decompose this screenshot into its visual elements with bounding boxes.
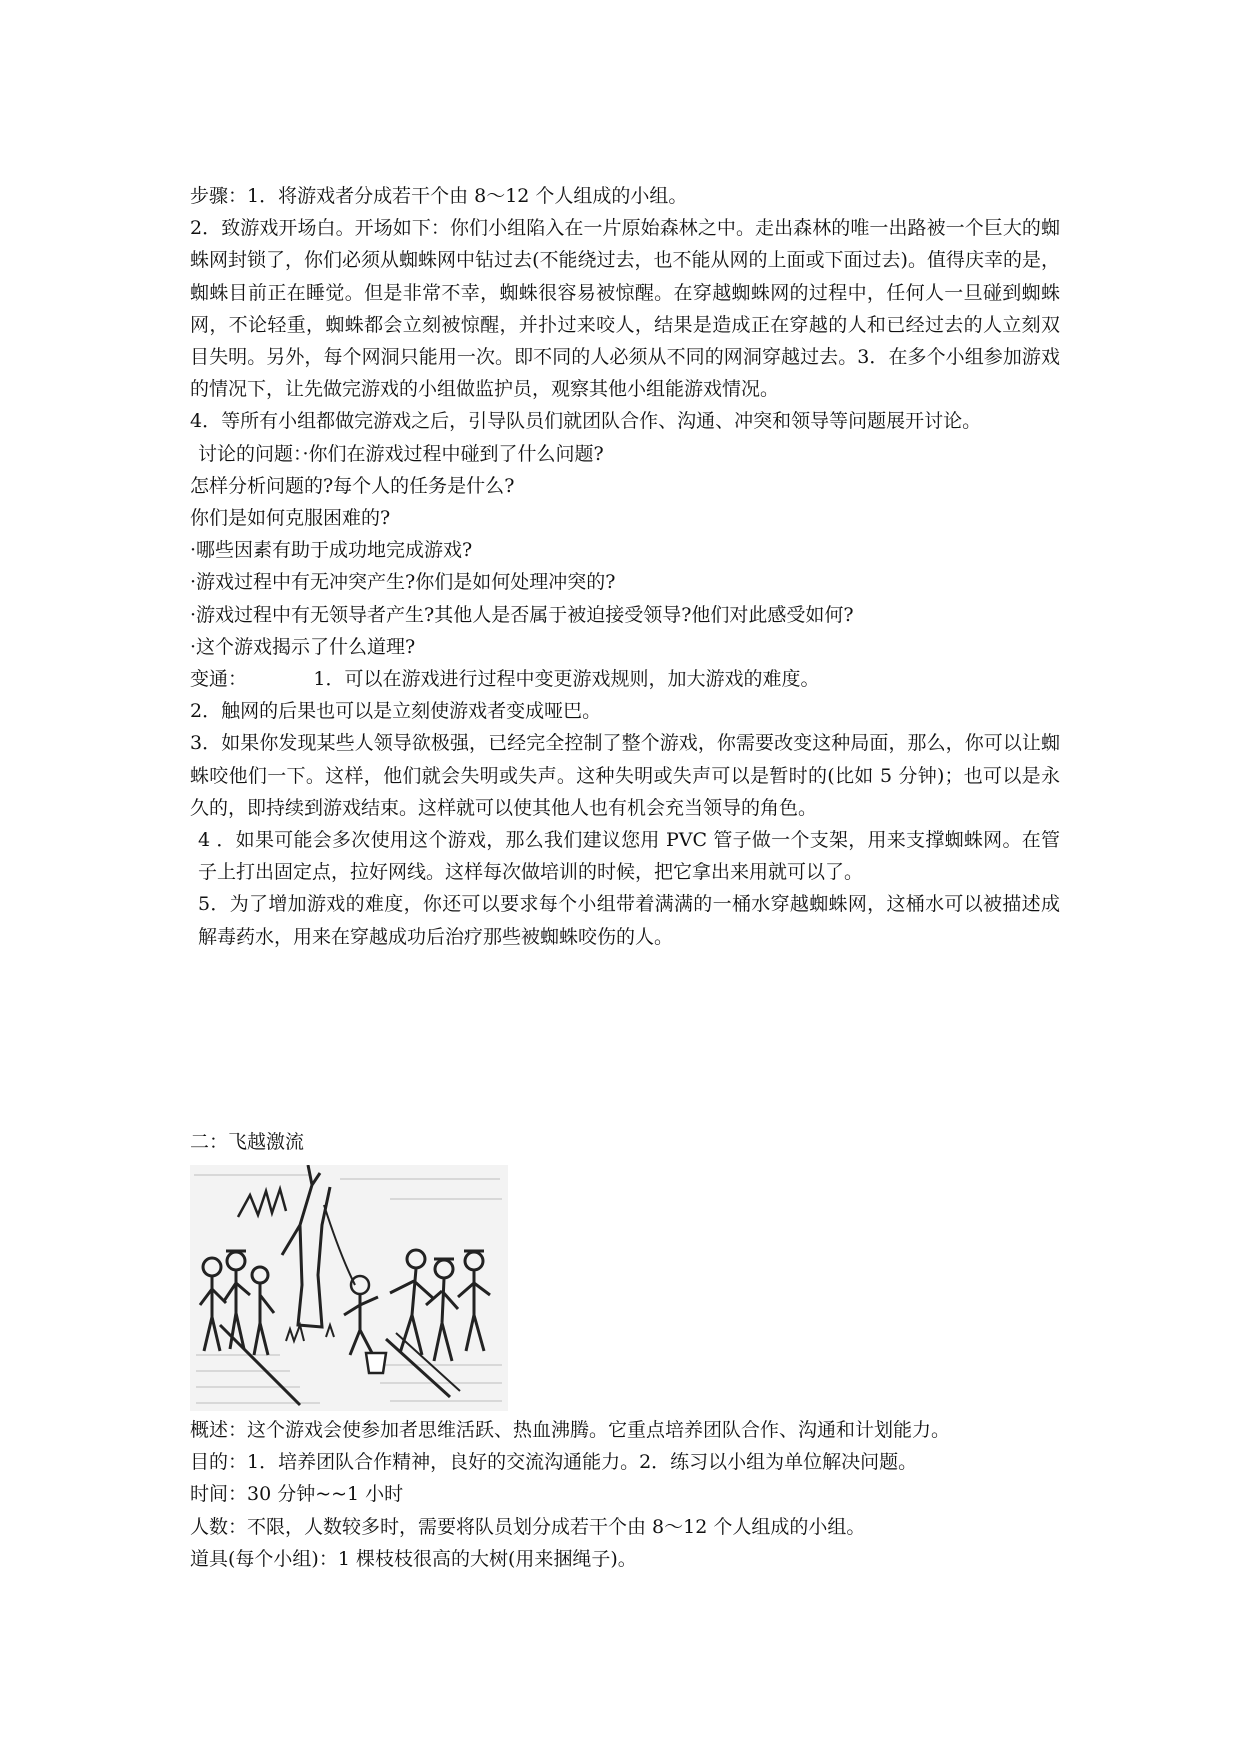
- paragraph-discussion: 讨论的问题：·你们在游戏过程中碰到了什么问题?: [198, 442, 604, 465]
- paragraph-steps-1: 步骤：1．将游戏者分成若干个由 8～12 个人组成的小组。: [190, 185, 688, 207]
- paragraph-question-5: ·游戏过程中有无领导者产生?其他人是否属于被迫接受领导?他们对此感受如何?: [190, 603, 854, 626]
- paragraph-question-3: ·哪些因素有助于成功地完成游戏?: [190, 539, 473, 562]
- paragraph-steps-2: 2．致游戏开场白。开场如下：你们小组陷入在一片原始森林之中。走出森林的唯一出路被一个巨大的蜘蛛网封锁了，你们必须从蜘蛛网中钻过去(不能绕过去，也不能从网的上面或下面过去)。值得庆幸的是，蜘蛛目前正在睡觉。但是非常不幸，蜘蛛很容易被惊醒。在穿越蜘蛛网的过程中，任何人一旦碰到蜘蛛网，不论轻重，蜘蛛都会立刻被惊醒，并扑过来咬人，结果是造成正在穿越的人和已经过去的人立刻双目失明。另外，每个网洞只能用一次。即不同的人必须从不同的网洞穿越过去。3．在多个小组参加游戏的情况下，让先做完游戏的小组做监护员，观察其他小组能游戏情况。: [190, 217, 1060, 401]
- paragraph-variation-2: 2．触网的后果也可以是立刻使游戏者变成哑巴。: [190, 700, 602, 723]
- paragraph-variation-3: 3．如果你发现某些人领导欲极强，已经完全控制了整个游戏，你需要改变这种局面，那么，你可以让蜘蛛咬他们一下。这样，他们就会失明或失声。这种失明或失声可以是暂时的(比如 5 分钟)；也可以是永久的，即持续到游戏结束。这样就可以使其他人也有机会充当领导的角色。: [190, 732, 1060, 819]
- paragraph-props: 道具(每个小组)：1 棵枝枝很高的大树(用来捆绳子)。: [190, 1547, 637, 1570]
- paragraph-steps-4: 4．等所有小组都做完游戏之后，引导队员们就团队合作、沟通、冲突和领导等问题展开讨论。: [190, 410, 982, 433]
- paragraph-variation-4: 4 ．如果可能会多次使用这个游戏，那么我们建议您用 PVC 管子做一个支架，用来支撑蜘蛛网。在管子上打出固定点，拉好网线。这样每次做培训的时候，把它拿出来用就可以了。: [198, 829, 1060, 884]
- paragraph-variation-5: 5．为了增加游戏的难度，你还可以要求每个小组带着满满的一桶水穿越蜘蛛网，这桶水可以被描述成解毒药水，用来在穿越成功后治疗那些被蜘蛛咬伤的人。: [198, 893, 1060, 948]
- paragraph-question-6: ·这个游戏揭示了什么道理?: [190, 635, 416, 658]
- section-2-body: [190, 1414, 1060, 1575]
- paragraph-overview: 概述：这个游戏会使参加者思维活跃、热血沸腾。它重点培养团队合作、沟通和计划能力。: [190, 1419, 951, 1441]
- paragraph-time: 时间：30 分钟~~1 小时: [190, 1483, 404, 1506]
- paragraph-question-4: ·游戏过程中有无冲突产生?你们是如何处理冲突的?: [190, 571, 616, 594]
- people-swinging-on-rope-over-stream-illustration: [190, 1165, 508, 1411]
- paragraph-participants: 人数：不限，人数较多时，需要将队员划分成若干个由 8～12 个人组成的小组。: [190, 1515, 866, 1538]
- section-1-body: [190, 180, 1060, 953]
- paragraph-purpose: 目的：1．培养团队合作精神，良好的交流沟通能力。2．练习以小组为单位解决问题。: [190, 1451, 918, 1474]
- paragraph-question-2: 你们是如何克服困难的?: [190, 507, 391, 530]
- paragraph-question-1: 怎样分析问题的?每个人的任务是什么?: [190, 474, 515, 497]
- paragraph-variation-1: 变通： 1．可以在游戏进行过程中变更游戏规则，加大游戏的难度。: [190, 668, 820, 691]
- section-2-title: 二：飞越激流: [190, 1131, 305, 1153]
